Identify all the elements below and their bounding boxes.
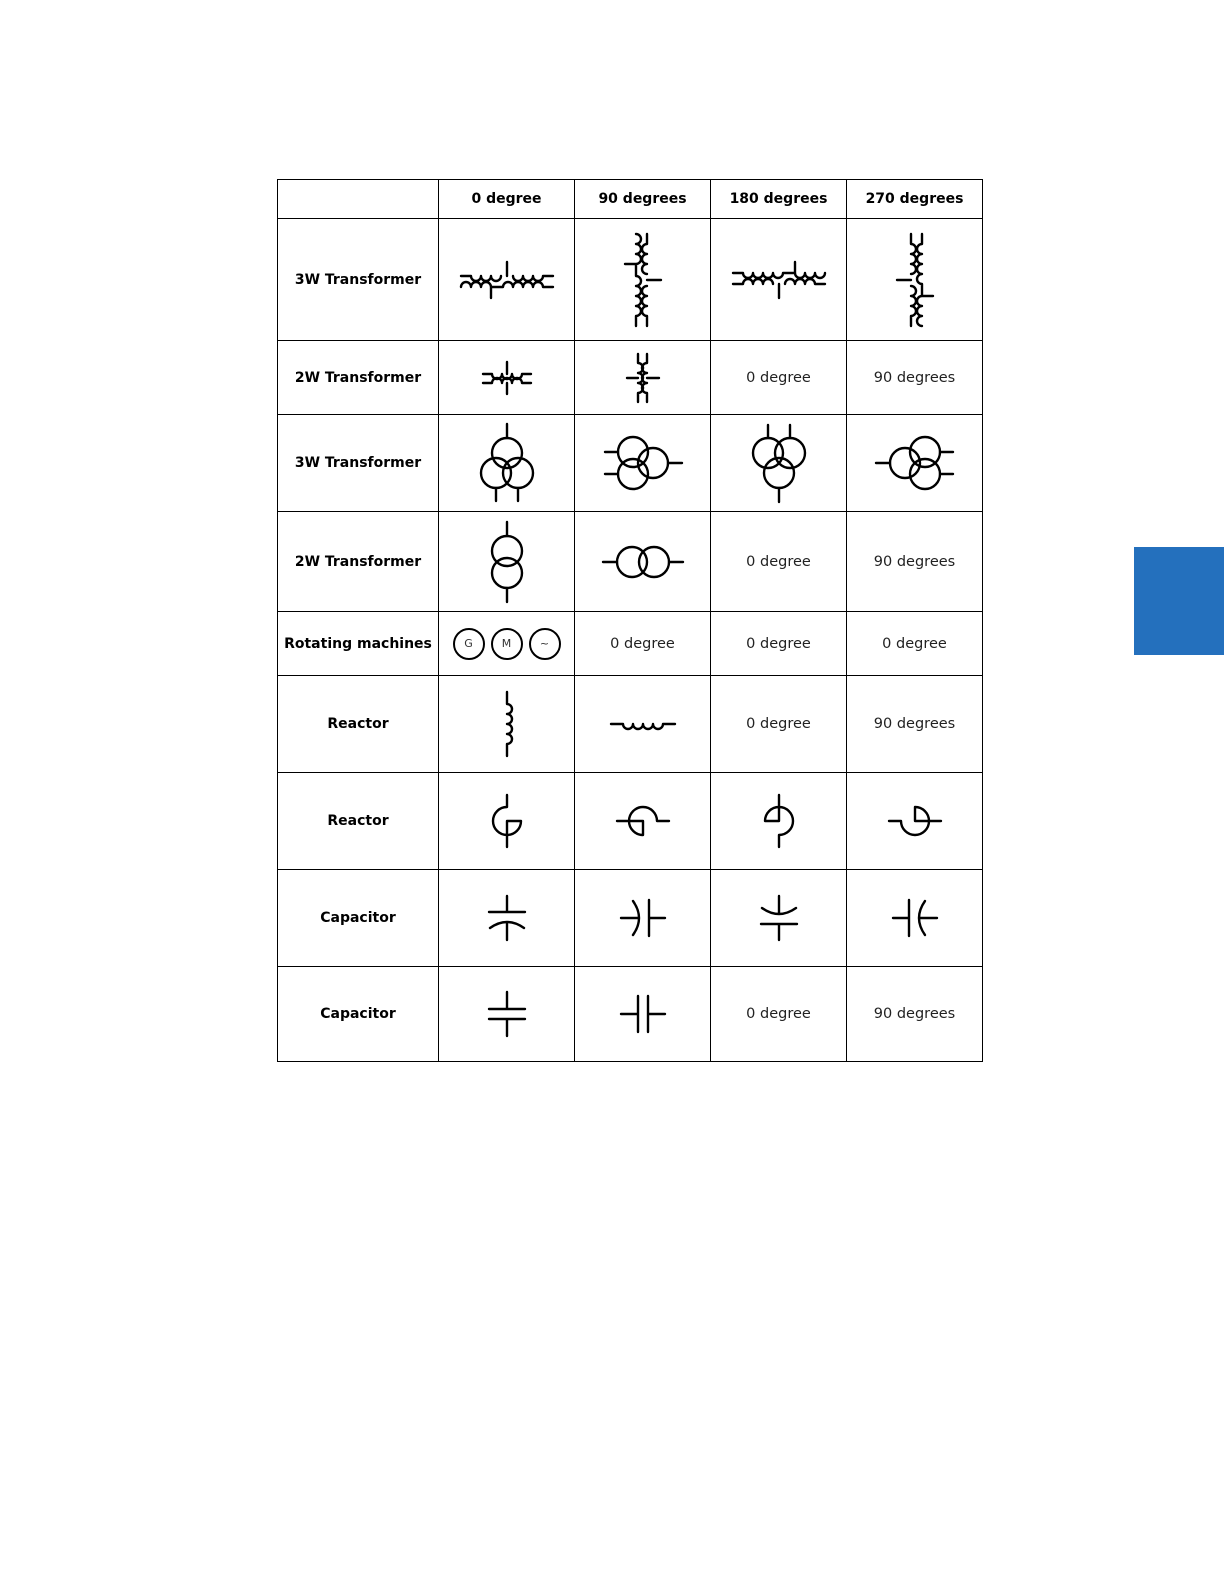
transformer-2w-circles-90-icon: [600, 532, 686, 592]
symbol-cell: [711, 773, 847, 870]
header-90-degrees: 90 degrees: [575, 180, 711, 219]
symbol-cell: [439, 676, 575, 773]
transformer-3w-circles-180-icon: [737, 421, 821, 505]
symbol-orientation-table: [277, 179, 983, 1062]
table-row: [278, 512, 983, 612]
transformer-2w-coil-90-icon: [618, 348, 668, 408]
capacitor-curved-90-icon: [618, 893, 668, 943]
orientation-note: 90 degrees: [847, 512, 983, 612]
table-row: [278, 341, 983, 415]
symbol-cell: [575, 415, 711, 512]
reactor-hook-180-icon: [749, 791, 809, 851]
row-label: Capacitor: [278, 870, 439, 967]
symbol-cell: [575, 512, 711, 612]
header-180-degrees: 180 degrees: [711, 180, 847, 219]
transformer-3w-circles-90-icon: [601, 421, 685, 505]
symbol-cell: [711, 219, 847, 341]
orientation-note: 0 degree: [711, 512, 847, 612]
symbol-cell: [575, 341, 711, 415]
transformer-3w-coil-270-icon: [885, 225, 945, 335]
ac-source-icon: ~: [529, 628, 561, 660]
symbol-cell: [439, 612, 575, 676]
symbol-cell: [847, 870, 983, 967]
orientation-note: 90 degrees: [847, 341, 983, 415]
row-label: 2W Transformer: [278, 341, 439, 415]
transformer-3w-coil-90-icon: [613, 225, 673, 335]
symbol-cell: [575, 676, 711, 773]
row-label: Reactor: [278, 676, 439, 773]
symbol-cell: [575, 219, 711, 341]
rotating-machine-symbols: [439, 628, 574, 660]
row-label: Capacitor: [278, 967, 439, 1062]
symbol-cell: [847, 219, 983, 341]
header-row: [278, 180, 983, 219]
transformer-2w-circles-0-icon: [477, 519, 537, 605]
symbol-cell: [847, 773, 983, 870]
reactor-coil-90-icon: [608, 709, 678, 739]
header-270-degrees: 270 degrees: [847, 180, 983, 219]
row-label: Rotating machines: [278, 612, 439, 676]
row-label: 3W Transformer: [278, 415, 439, 512]
symbol-cell: [575, 870, 711, 967]
capacitor-straight-90-icon: [618, 989, 668, 1039]
symbol-cell: [439, 341, 575, 415]
header-0-degree: 0 degree: [439, 180, 575, 219]
reactor-coil-0-icon: [492, 689, 522, 759]
transformer-3w-coil-180-icon: [724, 250, 834, 310]
row-label: 2W Transformer: [278, 512, 439, 612]
symbol-cell: [711, 870, 847, 967]
symbol-cell: [439, 773, 575, 870]
section-tab-marker: [1134, 547, 1224, 655]
transformer-3w-circles-0-icon: [465, 421, 549, 505]
symbol-cell: [847, 415, 983, 512]
table-row: [278, 676, 983, 773]
table-row: [278, 612, 983, 676]
orientation-note: 0 degree: [711, 612, 847, 676]
symbol-cell: [439, 415, 575, 512]
transformer-3w-coil-0-icon: [452, 250, 562, 310]
symbol-cell: [439, 870, 575, 967]
reactor-hook-270-icon: [885, 791, 945, 851]
capacitor-curved-0-icon: [482, 893, 532, 943]
orientation-note: 0 degree: [711, 341, 847, 415]
generator-icon: G: [453, 628, 485, 660]
orientation-note: 0 degree: [575, 612, 711, 676]
orientation-note: 0 degree: [847, 612, 983, 676]
transformer-3w-circles-270-icon: [873, 421, 957, 505]
symbol-cell: [575, 967, 711, 1062]
orientation-note: 90 degrees: [847, 676, 983, 773]
capacitor-straight-0-icon: [482, 989, 532, 1039]
symbol-cell: [711, 415, 847, 512]
motor-icon: M: [491, 628, 523, 660]
symbol-cell: [439, 967, 575, 1062]
orientation-note: 0 degree: [711, 676, 847, 773]
table-row: [278, 967, 983, 1062]
table-row: [278, 870, 983, 967]
reactor-hook-0-icon: [477, 791, 537, 851]
symbol-cell: [439, 219, 575, 341]
table-row: [278, 219, 983, 341]
reactor-hook-90-icon: [613, 791, 673, 851]
symbol-cell: [575, 773, 711, 870]
row-label: Reactor: [278, 773, 439, 870]
table-row: [278, 415, 983, 512]
orientation-note: 90 degrees: [847, 967, 983, 1062]
header-blank: [278, 180, 439, 219]
capacitor-curved-180-icon: [754, 893, 804, 943]
row-label: 3W Transformer: [278, 219, 439, 341]
table-row: [278, 773, 983, 870]
symbol-cell: [439, 512, 575, 612]
transformer-2w-coil-0-icon: [477, 353, 537, 403]
capacitor-curved-270-icon: [890, 893, 940, 943]
orientation-note: 0 degree: [711, 967, 847, 1062]
